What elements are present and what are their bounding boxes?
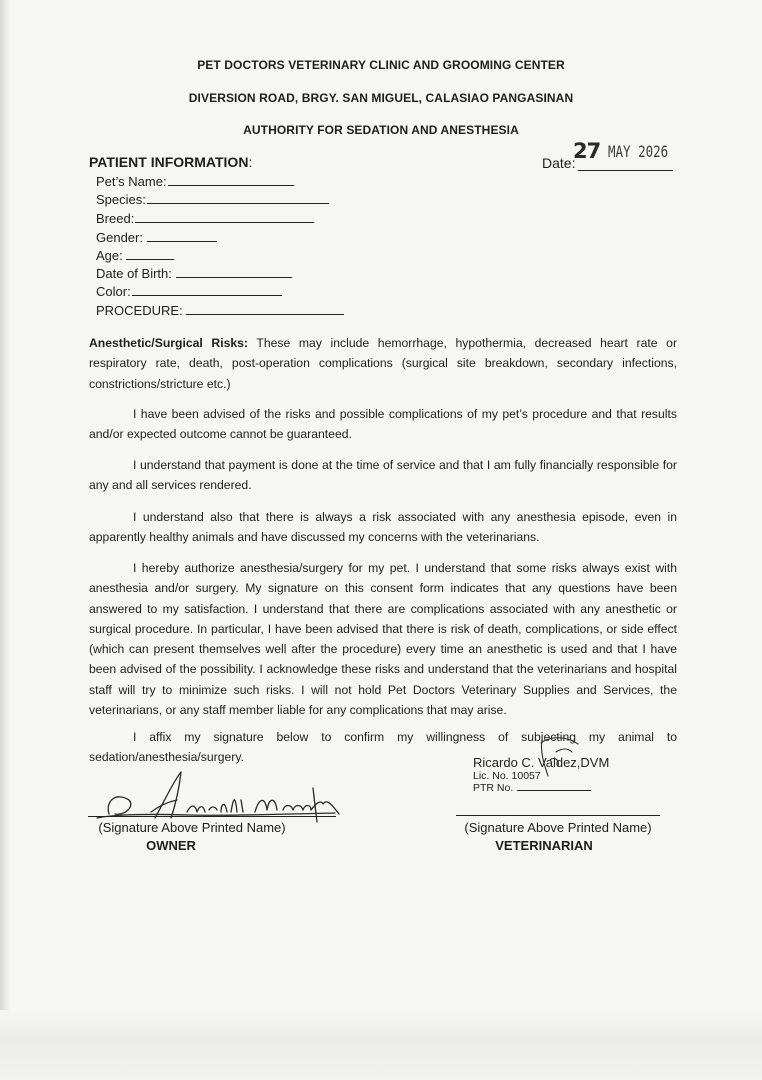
risks-paragraph	[89, 333, 677, 394]
vet-signature-line	[456, 815, 660, 816]
field-date-of-birth	[96, 265, 292, 281]
consent-paragraph-1: I have been advised of the risks and possible complications of my pet’s procedure and that results and/or expected outcome cannot be guaranteed.	[89, 407, 677, 442]
field-species	[96, 191, 329, 207]
field-breed	[96, 210, 314, 226]
field-label: Date of Birth:	[96, 266, 172, 281]
owner-signature-line	[88, 816, 336, 817]
date-line	[578, 170, 673, 171]
vet-role: VETERINARIAN	[495, 838, 593, 853]
consent-paragraph-5: I affix my signature below to confirm my willingness of subjecting my animal to sedation/anesthesia/surgery.	[89, 730, 677, 765]
date-label: Date:	[542, 155, 576, 171]
field-label: Gender:	[96, 230, 143, 245]
consent-paragraph-4: I hereby authorize anesthesia/surgery for my pet. I understand that some risks always exist with anesthesia and/or surgery. My signature on this consent form indicates that any questions have been answered to my satisfaction. I understand that there are complications associated with any anesthetic or surgical procedure. In particular, I have been advised that there is risk of death, complications, or side effect (which can present themselves well after the procedure) every time an anesthetic is used and that I have been advised of the possibility. I acknowledge these risks and understand that the veterinarians and hospital staff will try to minimize such risks. I will not hold Pet Doctors Veterinary Supplies and Services, the veterinarians, or any staff member liable for any complications that may arise.	[89, 561, 677, 718]
field-label: Species:	[96, 192, 146, 207]
date-stamp-day: 27	[573, 139, 601, 163]
vet-signature-caption: (Signature Above Printed Name)	[464, 820, 652, 835]
field-age	[96, 247, 174, 263]
vet-ptr: PTR No.	[473, 782, 609, 794]
risks-label: Anesthetic/Surgical Risks:	[89, 336, 248, 350]
vet-name: Ricardo C. Valdez,DVM	[473, 755, 610, 770]
risks-text: These may include hemorrhage, hypothermia, decreased heart rate or respiratory rate, death, post-operation complications (surgical site breakdown, secondary infections, constrictions/stricture etc.)	[89, 336, 678, 391]
patient-info-title: PATIENT INFORMATION:	[89, 154, 253, 170]
field-label: Pet’s Name:	[96, 174, 167, 189]
field-label: Breed:	[96, 211, 135, 226]
field-color	[96, 283, 282, 299]
consent-paragraph-2: I understand that payment is done at the time of service and that I am fully financially responsible for any and all services rendered.	[89, 458, 677, 493]
field-pet-name	[96, 173, 294, 189]
vet-license: Lic. No. 10057	[473, 770, 541, 782]
owner-signature-caption: (Signature Above Printed Name)	[98, 820, 286, 835]
clinic-address: DIVERSION ROAD, BRGY. SAN MIGUEL, CALASIAO PANGASINAN	[188, 91, 574, 105]
clinic-name: PET DOCTORS VETERINARY CLINIC AND GROOMING CENTER	[197, 58, 565, 72]
field-procedure	[96, 302, 344, 318]
field-label: Color:	[96, 284, 131, 299]
vet-signature	[536, 730, 586, 780]
date-stamp-month-year: MAY 2026	[608, 142, 669, 161]
field-label: Age:	[96, 248, 123, 263]
form-title: AUTHORITY FOR SEDATION AND ANESTHESIA	[243, 123, 519, 137]
owner-role: OWNER	[146, 838, 196, 853]
consent-paragraph-3: I understand also that there is always a risk associated with any anesthesia episode, even in apparently healthy animals and have discussed my concerns with the veterinarians.	[89, 510, 677, 545]
field-label: PROCEDURE:	[96, 303, 183, 318]
field-gender	[96, 229, 217, 245]
